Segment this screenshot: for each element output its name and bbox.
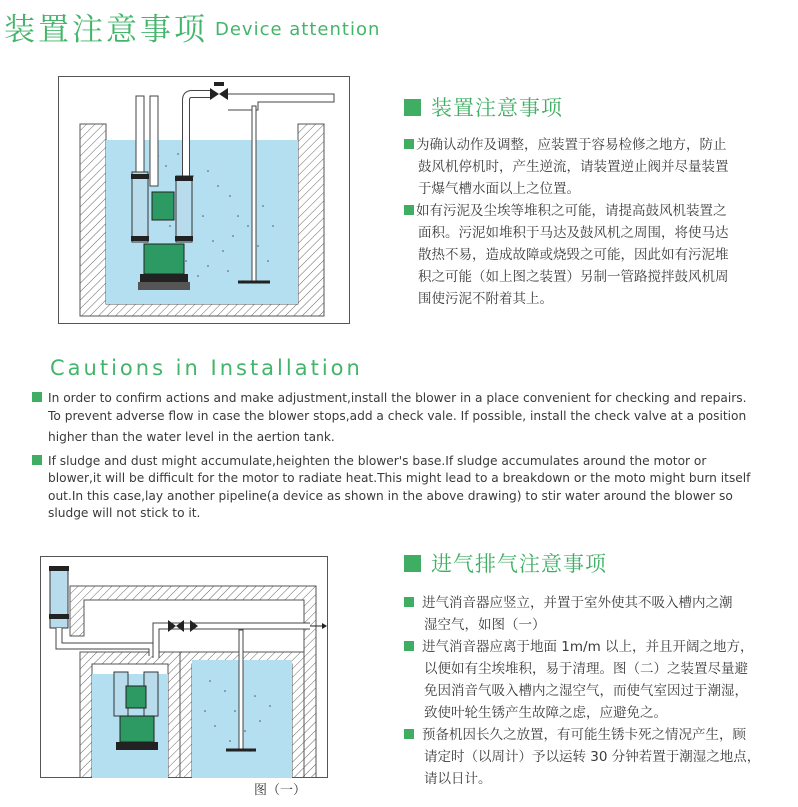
bullet-icon [404,641,414,651]
bullet-icon [404,139,414,149]
install-attention-list [404,134,794,310]
heading-bullet-icon [404,555,421,572]
bullet-icon [404,597,414,607]
heading-bullet-icon [404,99,421,116]
bullet-icon [404,205,414,215]
intake-exhaust-list [404,592,794,790]
cautions-heading: Cautions in Installation [50,356,363,380]
list-item: 如有污泥及尘埃等堆积之可能，请提高鼓风机装置之 面积。污泥如堆积于马达及鼓风机之周围，将使马达 散热不易，造成故障或烧毁之可能，因此如有污泥堆 积之可能（如上图之装置）另制一管路搅拌鼓风机周 围使污泥不附着其上。 [404,200,794,310]
intake-exhaust-heading: 进气排气注意事项 [404,548,794,578]
page-title: 装置注意事项 [4,12,208,48]
install-attention-heading: 装置注意事项 [404,92,794,122]
cautions-list [32,390,788,523]
page-subtitle: Device attention [215,19,381,40]
bullet-icon [32,455,42,465]
intake-exhaust-diagram [40,556,328,778]
list-item: 为确认动作及调整，应装置于容易检修之地方，防止 鼓风机停机时，产生逆流，请装置逆止阀并尽量装置 于爆气槽水面以上之位置。 [404,134,794,200]
bullet-icon [32,392,42,402]
bullet-icon [404,729,414,739]
list-item: 预备机因长久之放置，有可能生锈卡死之情况产生，顾 请定时（以周计）予以运转 30 分钟若置于潮湿之地点， 请以日计。 [404,724,794,790]
list-item: If sludge and dust might accumulate,heighten the blower's base.If sludge accumulates around the motor or blower,it will be difficult for the motor to radiate heat.This might lead to a breakdown or the moto might burn itself out.In this case,lay another pipeline(a device as shown in the above drawing) to stir water around the blower so sludge will not stick to it. [32,453,788,523]
list-item: In order to confirm actions and make adjustment,install the blower in a place convenient for checking and repairs. To prevent adverse flow in case the blower stops,add a check vale. If possible, install the check valve at a position higher than the water level in the aertion tank. [32,390,788,447]
aeration-tank-diagram [58,76,350,324]
list-item: 进气消音器应竖立，并置于室外使其不吸入槽内之潮 湿空气，如图（一） [404,592,794,636]
figure-caption: 图（一） [254,783,307,798]
list-item: 进气消音器应离于地面 1m/m 以上，并且开阔之地方， 以便如有尘埃堆积，易于清理。图（二）之装置尽量避 免因消音气吸入槽内之湿空气，而使气室因过于潮湿， 致使叶轮生锈产生故障之虑，应避免之。 [404,636,794,724]
